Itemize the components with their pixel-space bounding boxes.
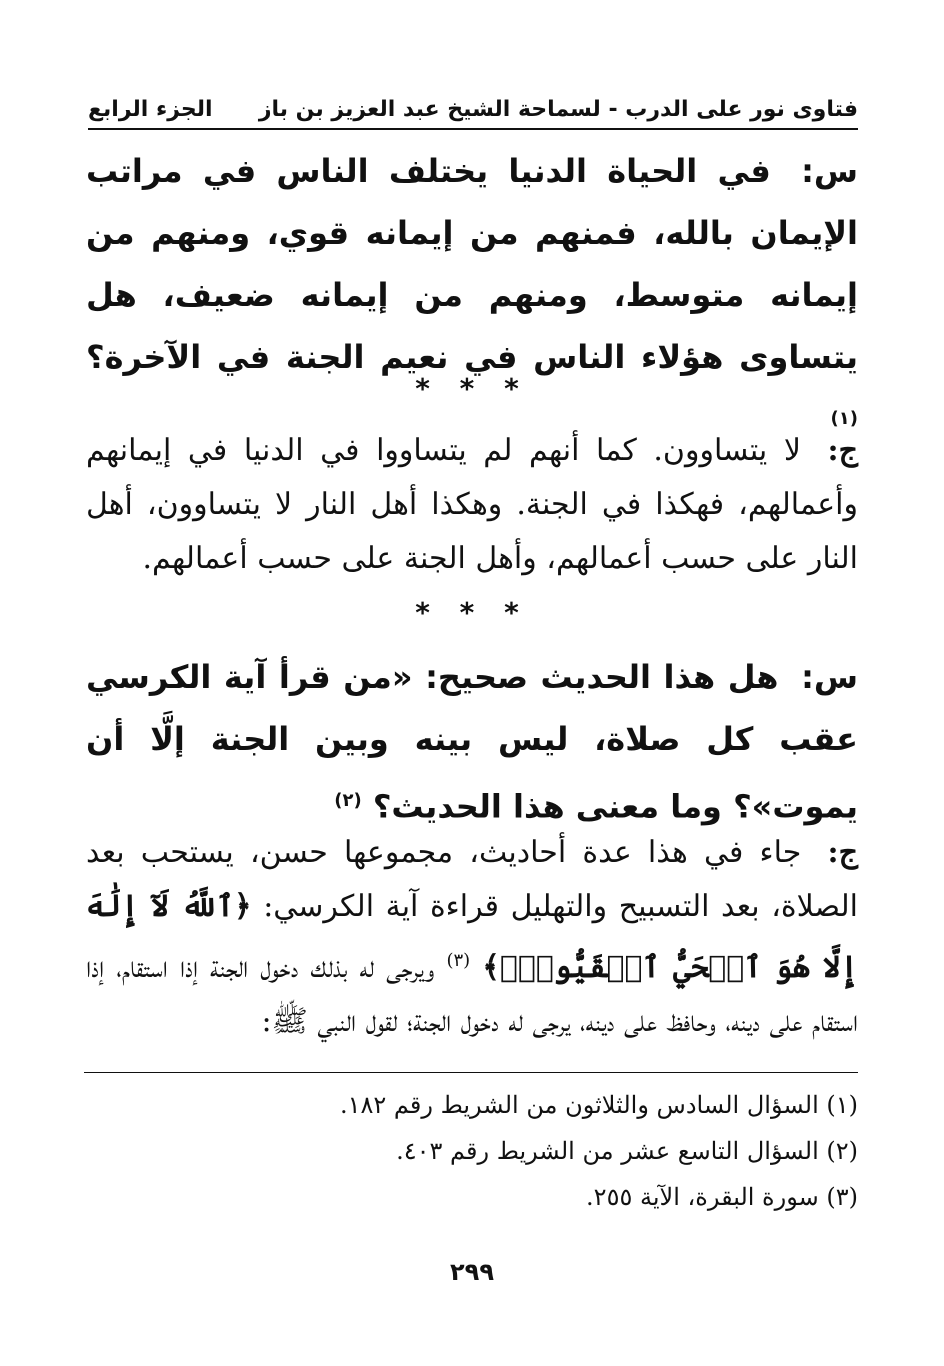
question-2-text: هل هذا الحديث صحيح: «من قرأ آية الكرسي عقب كل صلاة، ليس بينه وبين الجنة إلَّا أن يموت»؟ وما معنى هذا الحديث؟ — [86, 658, 858, 826]
footnote-3: (٣) سورة البقرة، الآية ٢٥٥. — [586, 1183, 858, 1211]
footnote-1: (١) السؤال السادس والثلاثون من الشريط رقم ١٨٢. — [339, 1091, 858, 1119]
answer-1-text: لا يتساوون. كما أنهم لم يتساووا في الدنيا في إيمانهم وأعمالهم، فهكذا في الجنة. وهكذا أهل النار لا يتساوون، أهل النار على حسب أعمالهم، وأهل الجنة على حسب أعمالهم. — [86, 433, 858, 576]
page-number: ٢٩٩ — [450, 1258, 494, 1286]
footnote-2: (٢) السؤال التاسع عشر من الشريط رقم ٤٠٣. — [396, 1137, 858, 1165]
footnotes — [84, 1082, 858, 1220]
footnote-ref-3: (٣) — [446, 950, 471, 971]
running-header — [88, 82, 858, 130]
question-1-text: في الحياة الدنيا يختلف الناس في مراتب الإيمان بالله، فمنهم من إيمانه قوي، ومنهم من إيمانه متوسط، ومنهم من إيمانه ضعيف، هل يتساوى هؤلاء الناس في نعيم الجنة في الآخرة؟ — [86, 152, 858, 376]
section-separator: * * * — [415, 596, 529, 629]
question-marker: س: — [801, 658, 859, 696]
answer-marker: ج: — [827, 433, 858, 468]
answer-2-text-before: جاء في هذا عدة أحاديث، مجموعها حسن، يستحب بعد الصلاة، بعد التسبيح والتهليل قراءة آية الكرسي: — [86, 835, 858, 924]
question-marker: س: — [801, 152, 859, 190]
answer-1 — [86, 424, 858, 586]
header-title: فتاوى نور على الدرب - لسماحة الشيخ عبد العزيز بن باز — [258, 97, 858, 122]
section-separator: * * * — [415, 372, 529, 405]
question-1 — [86, 140, 858, 456]
answer-marker: ج: — [827, 835, 858, 870]
footnote-ref-1: (١) — [830, 408, 858, 429]
question-2 — [86, 646, 858, 838]
header-part: الجزء الرابع — [88, 97, 213, 122]
footnote-divider — [84, 1072, 858, 1073]
answer-2-text-after: ويرجى له بذلك دخول الجنة إذا استقام، إذا استقام على دينه، وحافظ على دينه، يرجى له دخول الجنة؛ لقول النبي ﷺ: — [86, 950, 858, 1039]
footnote-ref-2: (٢) — [334, 790, 362, 811]
quran-verse: ﴿ٱللَّهُ لَآ إِلَٰهَ إِلَّا هُوَ ٱلۡحَيُّ ٱلۡقَيُّومُۚ﴾ — [86, 889, 858, 985]
answer-2 — [86, 826, 858, 1049]
